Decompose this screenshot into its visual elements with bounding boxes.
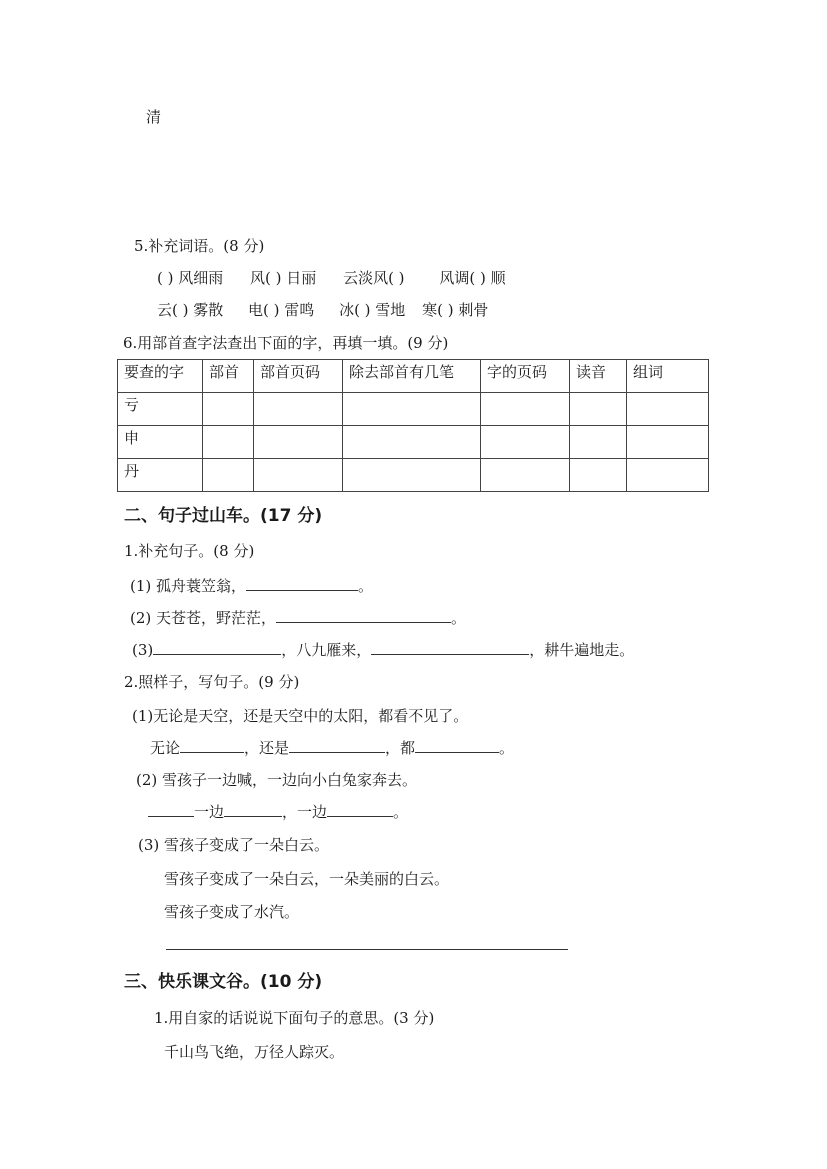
table-cell[interactable] bbox=[254, 393, 343, 426]
sentence-text: 。 bbox=[358, 577, 374, 595]
table-cell-char: 丹 bbox=[118, 459, 203, 492]
s2-q1-sentence2 bbox=[130, 608, 466, 628]
radical-lookup-table bbox=[117, 359, 709, 492]
table-cell[interactable] bbox=[343, 426, 481, 459]
sentence-text: ，一边 bbox=[282, 803, 328, 821]
s2-q1-title: 1.补充句子。(8 分) bbox=[124, 542, 255, 560]
table-row bbox=[118, 459, 709, 492]
table-cell[interactable] bbox=[481, 426, 570, 459]
s3-q1-poem: 千山鸟飞绝，万径人踪灭。 bbox=[164, 1043, 345, 1061]
table-cell-char: 亏 bbox=[118, 393, 203, 426]
s2-q2-example3-task: 雪孩子变成了水汽。 bbox=[164, 903, 300, 921]
table-cell[interactable] bbox=[203, 426, 254, 459]
q5-item: 风( ) 日丽 bbox=[250, 269, 317, 287]
s2-q1-sentence3 bbox=[132, 640, 634, 660]
table-header: 读音 bbox=[570, 360, 627, 393]
table-cell[interactable] bbox=[254, 459, 343, 492]
table-row bbox=[118, 426, 709, 459]
answer-blank[interactable] bbox=[246, 576, 358, 591]
s2-q2-answer1 bbox=[150, 738, 514, 758]
table-header: 除去部首有几笔 bbox=[343, 360, 481, 393]
sentence-text: (1) 孤舟蓑笠翁， bbox=[130, 577, 247, 595]
sentence-text: 无论 bbox=[150, 739, 181, 757]
answer-blank[interactable] bbox=[415, 738, 499, 753]
top-character: 清 bbox=[146, 108, 162, 126]
sentence-text: ，八九雁来， bbox=[281, 641, 372, 659]
sentence-text: 一边 bbox=[194, 803, 225, 821]
table-cell[interactable] bbox=[570, 426, 627, 459]
table-row bbox=[118, 393, 709, 426]
s2-q2-example2: (2) 雪孩子一边喊，一边向小白兔家奔去。 bbox=[136, 771, 418, 789]
q5-item: 电( ) 雷鸣 bbox=[248, 301, 315, 319]
answer-blank[interactable] bbox=[180, 738, 244, 753]
q5-row2 bbox=[157, 300, 488, 320]
table-header: 字的页码 bbox=[481, 360, 570, 393]
s2-q1-sentence1 bbox=[130, 576, 373, 596]
sentence-text: 。 bbox=[393, 803, 409, 821]
sentence-text: (3) bbox=[132, 641, 154, 659]
s2-q2-example3: (3) 雪孩子变成了一朵白云。 bbox=[138, 836, 330, 854]
table-cell[interactable] bbox=[570, 459, 627, 492]
sentence-text: ，还是 bbox=[244, 739, 290, 757]
table-cell[interactable] bbox=[481, 393, 570, 426]
answer-blank[interactable] bbox=[153, 640, 281, 655]
table-header: 组词 bbox=[627, 360, 709, 393]
answer-blank[interactable] bbox=[327, 802, 393, 817]
table-cell[interactable] bbox=[343, 459, 481, 492]
table-cell[interactable] bbox=[343, 393, 481, 426]
s3-q1-title: 1.用自家的话说说下面句子的意思。(3 分) bbox=[154, 1009, 435, 1027]
table-header: 部首 bbox=[203, 360, 254, 393]
q5-item: 冰( ) 雪地 bbox=[339, 301, 406, 319]
q5-title: 5.补充词语。(8 分) bbox=[134, 237, 265, 255]
table-cell[interactable] bbox=[570, 393, 627, 426]
table-cell[interactable] bbox=[254, 426, 343, 459]
table-cell[interactable] bbox=[203, 459, 254, 492]
q5-item: 寒( ) 刺骨 bbox=[422, 301, 489, 319]
s2-q2-example1: (1)无论是天空，还是天空中的太阳，都看不见了。 bbox=[132, 707, 469, 725]
s2-q2-answer2 bbox=[148, 802, 408, 822]
table-header: 部首页码 bbox=[254, 360, 343, 393]
q5-row1 bbox=[157, 268, 506, 288]
sentence-text: ，都 bbox=[385, 739, 416, 757]
table-cell[interactable] bbox=[203, 393, 254, 426]
table-header: 要查的字 bbox=[118, 360, 203, 393]
section2-title: 二、句子过山车。(17 分) bbox=[124, 506, 323, 526]
table-cell-char: 申 bbox=[118, 426, 203, 459]
sentence-text: (2) 天苍苍，野茫茫， bbox=[130, 609, 277, 627]
q6-title: 6.用部首查字法查出下面的字，再填一填。(9 分) bbox=[123, 334, 449, 352]
sentence-text: ，耕牛遍地走。 bbox=[529, 641, 635, 659]
table-cell[interactable] bbox=[627, 393, 709, 426]
sentence-text: 。 bbox=[499, 739, 515, 757]
q5-item: 风调( ) 顺 bbox=[439, 269, 506, 287]
answer-blank[interactable] bbox=[276, 608, 451, 623]
q5-item: 云淡风( ) bbox=[343, 269, 405, 287]
section3-title: 三、快乐课文谷。(10 分) bbox=[124, 972, 323, 992]
s2-q2-title: 2.照样子，写句子。(9 分) bbox=[124, 673, 300, 691]
table-cell[interactable] bbox=[627, 426, 709, 459]
table-cell[interactable] bbox=[627, 459, 709, 492]
answer-line[interactable] bbox=[166, 949, 568, 950]
table-header-row bbox=[118, 360, 709, 393]
answer-blank[interactable] bbox=[224, 802, 282, 817]
answer-blank[interactable] bbox=[148, 802, 194, 817]
q5-item: 云( ) 雾散 bbox=[157, 301, 224, 319]
q5-item: ( ) 风细雨 bbox=[157, 269, 224, 287]
table-cell[interactable] bbox=[481, 459, 570, 492]
s2-q2-example3-model: 雪孩子变成了一朵白云，一朵美丽的白云。 bbox=[164, 870, 450, 888]
sentence-text: 。 bbox=[451, 609, 467, 627]
answer-blank[interactable] bbox=[371, 640, 529, 655]
answer-blank[interactable] bbox=[289, 738, 385, 753]
